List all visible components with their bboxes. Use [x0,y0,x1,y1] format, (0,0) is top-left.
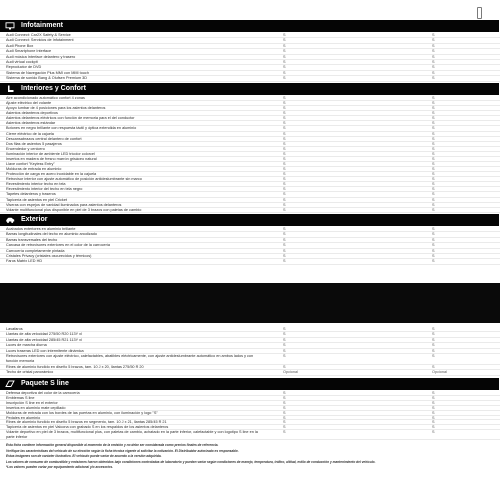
feature-label: Retrovisor interior con ajuste automático de posición antideslumbrante sin marco [6,177,142,182]
trim-2-value: S [432,116,435,121]
feature-label: Botones en negro brillante con respuesta táctil y óptica extendida en aluminio [6,126,137,131]
feature-table-s-line [0,391,500,440]
trim-2-value: S [432,177,435,182]
trim-1-value: S [283,395,286,400]
trim-1-value: S [283,254,286,259]
trim-2-value: S [432,327,435,331]
feature-label: Insertos en madera de fresno marrón grisáceo natural [6,156,97,161]
trim-1-value: S [283,156,286,161]
section-title: Paquete S line [21,380,69,387]
feature-label: Sistema de sonido Bang & Olufsen Premium 3D [6,76,88,81]
feature-table-exterior-continued [0,327,500,376]
trim-2-value: S [432,136,435,141]
feature-label: Sistema de Navegación Plus MMI con MMI touch [6,70,89,75]
seat-icon [5,85,15,93]
feature-label: Revestimiento interior del techo en tela negro [6,187,83,192]
trim-2-value: S [432,348,435,353]
trim-1-value: S [283,227,286,231]
feature-label: Revestimiento interior techo en tela [6,182,66,187]
feature-label: Audi música Interface delantero y trasero [6,54,76,59]
trim-2-value: S [432,101,435,106]
feature-label: Barras longitudinales del techo en aluminio anodizado [6,232,97,237]
trim-2-value: S [432,187,435,192]
feature-label: Audi Smartphone Interface [6,49,52,54]
trim-2-value: S [432,248,435,253]
feature-label: Rines de aluminio fundido en diseño 5 brazos, tam. 10 J x 20, llantas 275/50 R 20 [6,364,144,369]
feature-label: Apoyo lumbar de 4 posiciones para los asientos delanteros [6,106,106,111]
trim-2-value: S [432,420,435,425]
trim-1-value: S [283,49,286,54]
trim-2-value: S [432,364,435,369]
trim-1-value: Opcional [283,370,298,375]
trim-1-value: S [283,182,286,187]
table-row [0,430,500,440]
page-break [0,283,500,323]
trim-1-value: S [283,243,286,248]
trim-1-value: S [283,65,286,70]
feature-label: Molduras de entrada con los bordes de las puertas en aluminio, con iluminación y logo "S" [6,410,158,415]
feature-label: Audi Phone Box [6,43,34,48]
trim-2-value: S [432,126,435,131]
trim-1-value: S [283,146,286,151]
table-row [0,354,500,365]
section-title: Interiores y Confort [21,85,86,92]
trim-2-value: S [432,259,435,264]
trim-1-value: S [283,54,286,59]
feature-label: Ajuste eléctrico del volante [6,101,52,106]
trim-2-value: S [432,391,435,395]
trim-2-value: S [432,197,435,202]
trim-2-value: S [432,121,435,126]
trim-1-value: S [283,232,286,237]
feature-label: Barras transversales del techo [6,237,58,242]
feature-table-interiores [0,96,500,213]
trim-2-value: S [432,43,435,48]
section-header-s-line [0,378,499,390]
trim-2-value: S [432,106,435,111]
trim-2-value: S [432,254,435,259]
section-header-infotainment [0,20,499,32]
trim-2-value: S [432,430,435,435]
trim-2-value: S [432,146,435,151]
feature-label: Carcasa de retrovisores exteriores en el color de la carrocería [6,243,111,248]
feature-table-exterior [0,227,500,265]
trim-1-value: S [283,337,286,342]
feature-label: Asientos delanteros estándar [6,121,56,126]
table-row [0,208,500,213]
trim-2-value: S [432,192,435,197]
feature-label: Llantas de alta velocidad 285/45 R21 113Y xl [6,337,82,342]
disclaimer-line: Los valores de consumo de combustible y emisiones fueron obtenidos bajo condiciones controladas de laboratorio y pueden variar según condiciones de manejo, temperatura, tráfico, altitud, estilo de conducción y mantenimiento del vehículo. [6,459,376,464]
trim-1-value: S [283,177,286,182]
table-row [0,370,500,375]
trim-2-value: S [432,111,435,116]
trim-1-value: S [283,33,286,37]
trim-2-value: S [432,131,435,136]
trim-1-value: S [283,167,286,172]
trim-1-value: S [283,131,286,136]
feature-label: Cristales Privacy (cristales oscurecidos y térmicos) [6,254,92,259]
trim-2-value: S [432,96,435,100]
feature-label: Llantas de alta velocidad 275/50 R20 113Y xl [6,332,82,337]
trim-1-value: S [283,348,286,353]
trim-2-value: S [432,415,435,420]
trim-1-value: S [283,136,286,141]
feature-label: Lavafaros [6,327,23,331]
trim-2-value: S [432,400,435,405]
feature-label: Tapicería de asientos en piel Valcona con grabado S en los respaldos de los asientos delanteros [6,425,169,430]
trim-1-value: S [283,70,286,75]
trim-1-value: S [283,237,286,242]
trim-2-value: S [432,182,435,187]
trim-2-value: S [432,167,435,172]
disclaimer [0,443,500,471]
feature-label: Faros Matrix LED HD [6,259,43,264]
trim-1-value: S [283,364,286,369]
feature-label: Inscripción S line en el exterior [6,400,58,405]
trim-1-value: S [283,332,286,337]
trim-2-value: S [432,54,435,59]
trim-1-value: S [283,327,286,331]
feature-label: Rines de aluminio fundido en diseño 5 brazos en segmento, tam. 10 J x 21, llantas 285/45 R 21 [6,420,167,425]
trim-2-value: S [432,232,435,237]
trim-1-value: S [283,343,286,348]
trim-1-value: S [283,400,286,405]
trim-2-value: S [432,337,435,342]
trim-1-value: S [283,425,286,430]
feature-label: Audi Connect: Car2X Safety & Service [6,33,71,37]
trim-2-value: S [432,395,435,400]
trim-1-value: S [283,162,286,167]
trim-2-value: S [432,243,435,248]
trim-2-value: S [432,76,435,81]
section-title: Infotainment [21,22,63,29]
trim-1-value: S [283,111,286,116]
trim-2-value: S [432,33,435,37]
feature-label: Dos filas de asientos 5 pasajeros [6,141,62,146]
trim-1-value: S [283,126,286,131]
feature-label: Audi virtual cockpit [6,60,38,65]
trim-1-value: S [283,410,286,415]
trim-2-value: S [432,354,435,359]
trim-1-value: S [283,151,286,156]
trim-1-value: S [283,96,286,100]
feature-label: Volante deportivo en piel de 3 brazos, multifuncional plus, con paletas de cambio, achatado en la parte inferior, calefactable y con logotipo S line en la parte inferior [6,430,258,440]
disclaimer-line: *Los valores pueden variar por equipamiento adicional y/o accesorios. [6,465,113,470]
trim-1-value: S [283,248,286,253]
trim-2-value: S [432,65,435,70]
trim-1-value: S [283,121,286,126]
section-title: Exterior [21,216,48,223]
trim-1-value: S [283,430,286,435]
disclaimer-line: Esta ficha contiene información general disponible al momento de la emisión y no debe ser considerada como precios finales de referencia. [6,443,219,447]
trim-1-value: S [283,43,286,48]
trim-2-value: S [432,141,435,146]
trim-1-value: S [283,354,286,359]
trim-1-value: S [283,116,286,121]
feature-label: Asientos delanteros eléctricos con función de memoria para el del conductor [6,116,135,121]
trim-2-value: S [432,343,435,348]
feature-label: Iluminación interior de ambiente LED tricolor colorcel [6,151,95,156]
trim-2-value: Opcional [432,370,447,375]
trim-2-value: S [432,156,435,161]
table-row [0,76,500,81]
trim-1-value: S [283,192,286,197]
feature-label: Volante multifuncional plus disponible en piel de 3 brazos con paletas de cambio [6,207,142,212]
feature-label: Tapetes delanteros y traseros [6,192,56,197]
trim-1-value: S [283,38,286,43]
feature-label: Defensa deportiva del color de la carrocería [6,391,80,395]
feature-label: Aire acondicionado automático confort 4 zonas [6,96,85,100]
trim-2-value: S [432,237,435,242]
trim-1-value: S [283,172,286,177]
trim-2-value: S [432,227,435,231]
feature-table-infotainment [0,33,500,82]
feature-label: Audi Connect: Servicios de Infotainment [6,38,74,43]
trim-1-value: S [283,405,286,410]
feature-label: Retrovisores exteriores con ajuste eléctrico, calefactables, abatibles eléctricamente, con ajuste antideslumbrante automático en ambos lados y con función memoria [6,354,254,364]
trim-2-value: S [432,151,435,156]
trim-1-value: S [283,187,286,192]
feature-label: Encendedor y cenicero [6,146,45,151]
feature-label: Insertos en aluminio mate cepillado [6,405,66,410]
trim-2-value: S [432,70,435,75]
trim-1-value: S [283,259,286,264]
trim-2-value: S [432,410,435,415]
trim-1-value: S [283,391,286,395]
feature-label: Molduras de entrada en aluminio [6,167,62,172]
trim-1-value: S [283,202,286,207]
feature-label: Llave confort "Keyless Entry" [6,162,55,167]
feature-label: Protección de carga en acero inoxidable en la cajuela [6,172,97,177]
section-header-interiores [0,83,499,95]
trim-1-value: S [283,197,286,202]
trim-2-value: S [432,405,435,410]
feature-label: Luces traseras LED con intermitente dinámica [6,348,84,353]
trim-2-value: S [432,207,435,212]
trim-2-value: S [432,172,435,177]
trim-1-value: S [283,415,286,420]
trim-1-value: S [283,101,286,106]
trim-2-value: S [432,162,435,167]
screen-icon [5,22,15,30]
feature-label: Asientos delanteros deportivos [6,111,58,116]
feature-label: Tapicería de asientos en piel Cricket [6,197,67,202]
disclaimer-line: Estas imágenes son de carácter ilustrativo. El vehículo puede variar de acuerdo a la versión adquirida. [6,454,162,459]
trim-2-value: S [432,38,435,43]
trim-1-value: S [283,76,286,81]
trim-1-value: S [283,141,286,146]
trim-1-value: S [283,60,286,65]
disclaimer-line: Verifique las características del vehículo de su elección según la ficha técnica vigente al solicitar la cotización. El Distribuidor autorizado es responsable. [6,448,239,453]
feature-label: Viseras con espejos de vanidad iluminados para asientos delanteros [6,202,122,207]
table-row [0,259,500,264]
device-icon [477,7,482,19]
feature-label: Carrocería completamente pintada [6,248,65,253]
feature-label: Luces de marcha diurna [6,343,47,348]
trim-2-value: S [432,202,435,207]
feature-label: Acabados exteriores en aluminio brillante [6,227,76,231]
trim-2-value: S [432,49,435,54]
feature-label: Descansabrazos central delantero de confort [6,136,82,141]
car-icon [5,216,15,224]
feature-label: Techo de cristal panorámico [6,370,54,375]
trim-1-value: S [283,420,286,425]
feature-label: Emblemas S line [6,395,35,400]
feature-label: Cierre eléctrico de la cajuela [6,131,54,136]
s-line-icon [5,380,15,388]
trim-2-value: S [432,60,435,65]
feature-label: Pedales en aluminio [6,415,41,420]
feature-label: Reproductor de DVD [6,65,42,70]
trim-1-value: S [283,207,286,212]
trim-2-value: S [432,425,435,430]
section-header-exterior [0,214,499,226]
trim-2-value: S [432,332,435,337]
trim-1-value: S [283,106,286,111]
